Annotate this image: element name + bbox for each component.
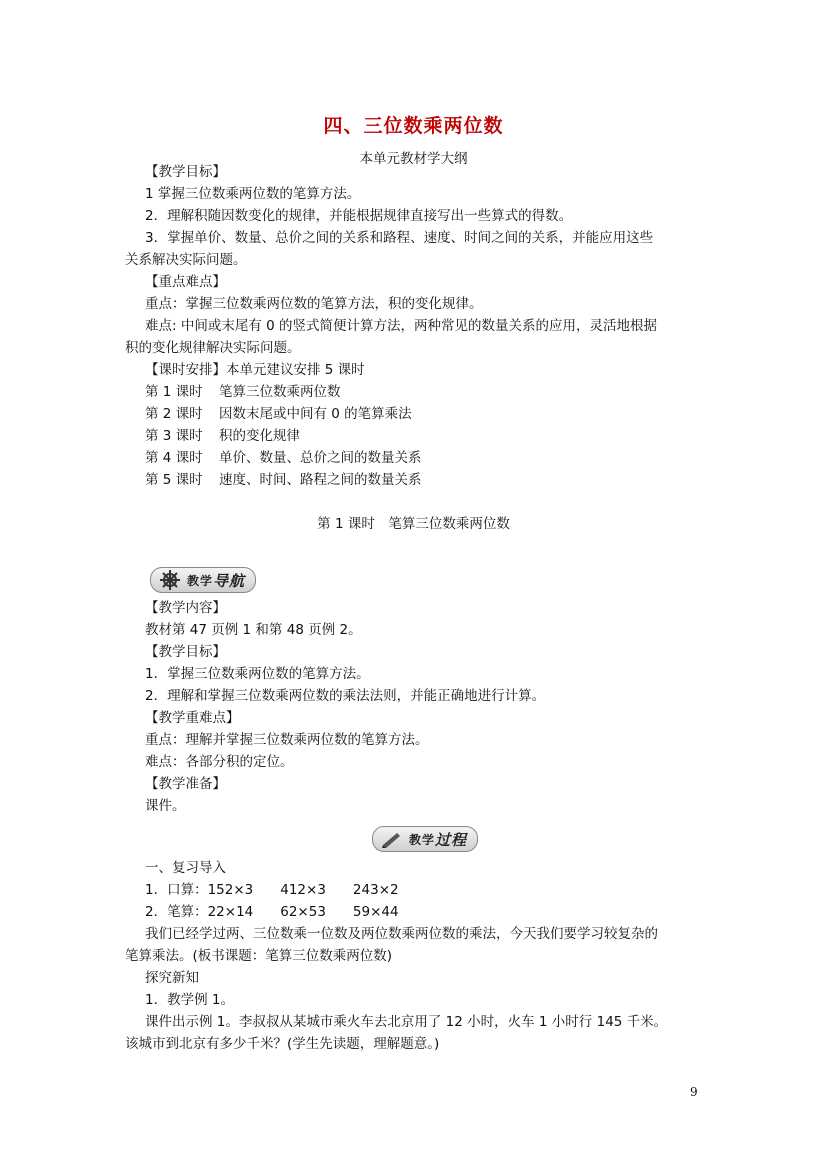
- difficulty-continued: 积的变化规律解决实际问题。: [125, 340, 301, 356]
- schedule-heading: 【课时安排】本单元建议安排 5 课时: [145, 362, 365, 378]
- goal-item: 2．理解和掌握三位数乘两位数的乘法法则，并能正确地进行计算。: [145, 688, 546, 704]
- lesson-item: [125, 425, 705, 447]
- keys-heading: 【重点难点】: [145, 274, 226, 290]
- intro-text-continued: 笔算乘法。(板书课题：笔算三位数乘两位数): [125, 948, 393, 964]
- goals-heading: 【教学目标】: [145, 164, 226, 180]
- lesson-number: 第 2 课时: [145, 406, 203, 422]
- lesson-name: 积的变化规律: [219, 428, 300, 444]
- oral-calc: 1．口算：152×3 412×3 243×2: [145, 882, 399, 898]
- section-heading: 一、复习导入: [145, 860, 226, 876]
- banner-text: 教学: [187, 573, 214, 588]
- lesson-number: 第 5 课时: [145, 472, 203, 488]
- lesson-item: [125, 469, 705, 491]
- lesson-number: 第 1 课时: [145, 384, 203, 400]
- teaching-process-banner: [372, 826, 478, 852]
- prep-heading: 【教学准备】: [145, 776, 226, 792]
- written-calc: 2．笔算：22×14 62×53 59×44: [145, 904, 399, 920]
- key-point: 重点：掌握三位数乘两位数的笔算方法，积的变化规律。: [145, 296, 483, 312]
- example-text: 课件出示例 1。李叔叔从某城市乘火车去北京用了 12 小时，火车 1 小时行 145 千米。: [145, 1014, 668, 1030]
- lesson-item: [125, 403, 705, 425]
- banner-label: [150, 567, 256, 593]
- unit-title: 四、三位数乘两位数: [323, 115, 504, 137]
- content-text: 教材第 47 页例 1 和第 48 页例 2。: [145, 622, 362, 638]
- teaching-guide-banner: [150, 567, 256, 593]
- section-heading: 探究新知: [145, 970, 199, 986]
- lesson-1-title: 第 1 课时 笔算三位数乘两位数: [317, 516, 510, 532]
- banner-text-emphasis: 过程: [435, 830, 468, 849]
- goal-item: 1 掌握三位数乘两位数的笔算方法。: [145, 186, 361, 202]
- example-heading: 1．教学例 1。: [145, 992, 234, 1008]
- pencil-icon: [381, 830, 403, 848]
- difficulty: 难点：各部分积的定位。: [145, 754, 294, 770]
- lesson-number: 第 3 课时: [145, 428, 203, 444]
- unit-outline: [125, 161, 705, 491]
- lesson-name: 速度、时间、路程之间的数量关系: [219, 472, 422, 488]
- keys-heading: 【教学重难点】: [145, 710, 240, 726]
- page-number: 9: [690, 1085, 698, 1099]
- banner-text-emphasis: 导航: [213, 571, 246, 590]
- banner-text: 教学: [409, 832, 436, 847]
- goals-heading: 【教学目标】: [145, 644, 226, 660]
- lesson-item: [125, 381, 705, 403]
- lesson-name: 因数末尾或中间有 0 的笔算乘法: [219, 406, 412, 422]
- lesson-item: [125, 447, 705, 469]
- goal-item: 3．掌握单价、数量、总价之间的关系和路程、速度、时间之间的关系，并能应用这些: [145, 230, 654, 246]
- content-heading: 【教学内容】: [145, 600, 226, 616]
- example-text-continued: 该城市到北京有多少千米？(学生先读题，理解题意。): [125, 1036, 440, 1052]
- lesson-number: 第 4 课时: [145, 450, 203, 466]
- banner-label: [372, 826, 478, 852]
- teaching-guide: [125, 597, 705, 817]
- goal-item: 2．理解积随因数变化的规律，并能根据规律直接写出一些算式的得数。: [145, 208, 573, 224]
- ship-wheel-icon: [159, 569, 181, 591]
- goal-item: 1．掌握三位数乘两位数的笔算方法。: [145, 666, 370, 682]
- key-point: 重点：理解并掌握三位数乘两位数的笔算方法。: [145, 732, 429, 748]
- lesson-name: 笔算三位数乘两位数: [219, 384, 341, 400]
- intro-text: 我们已经学过两、三位数乘一位数及两位数乘两位数的乘法，今天我们要学习较复杂的: [145, 926, 658, 942]
- goal-item-continued: 关系解决实际问题。: [125, 252, 247, 268]
- difficulty: 难点: 中间或末尾有 0 的竖式简便计算方法，两种常见的数量关系的应用，灵活地根据: [145, 318, 658, 334]
- teaching-process: [125, 857, 705, 1055]
- lesson-name: 单价、数量、总价之间的数量关系: [219, 450, 422, 466]
- unit-subtitle: 本单元教材学大纲: [359, 151, 468, 167]
- prep-text: 课件。: [145, 798, 186, 814]
